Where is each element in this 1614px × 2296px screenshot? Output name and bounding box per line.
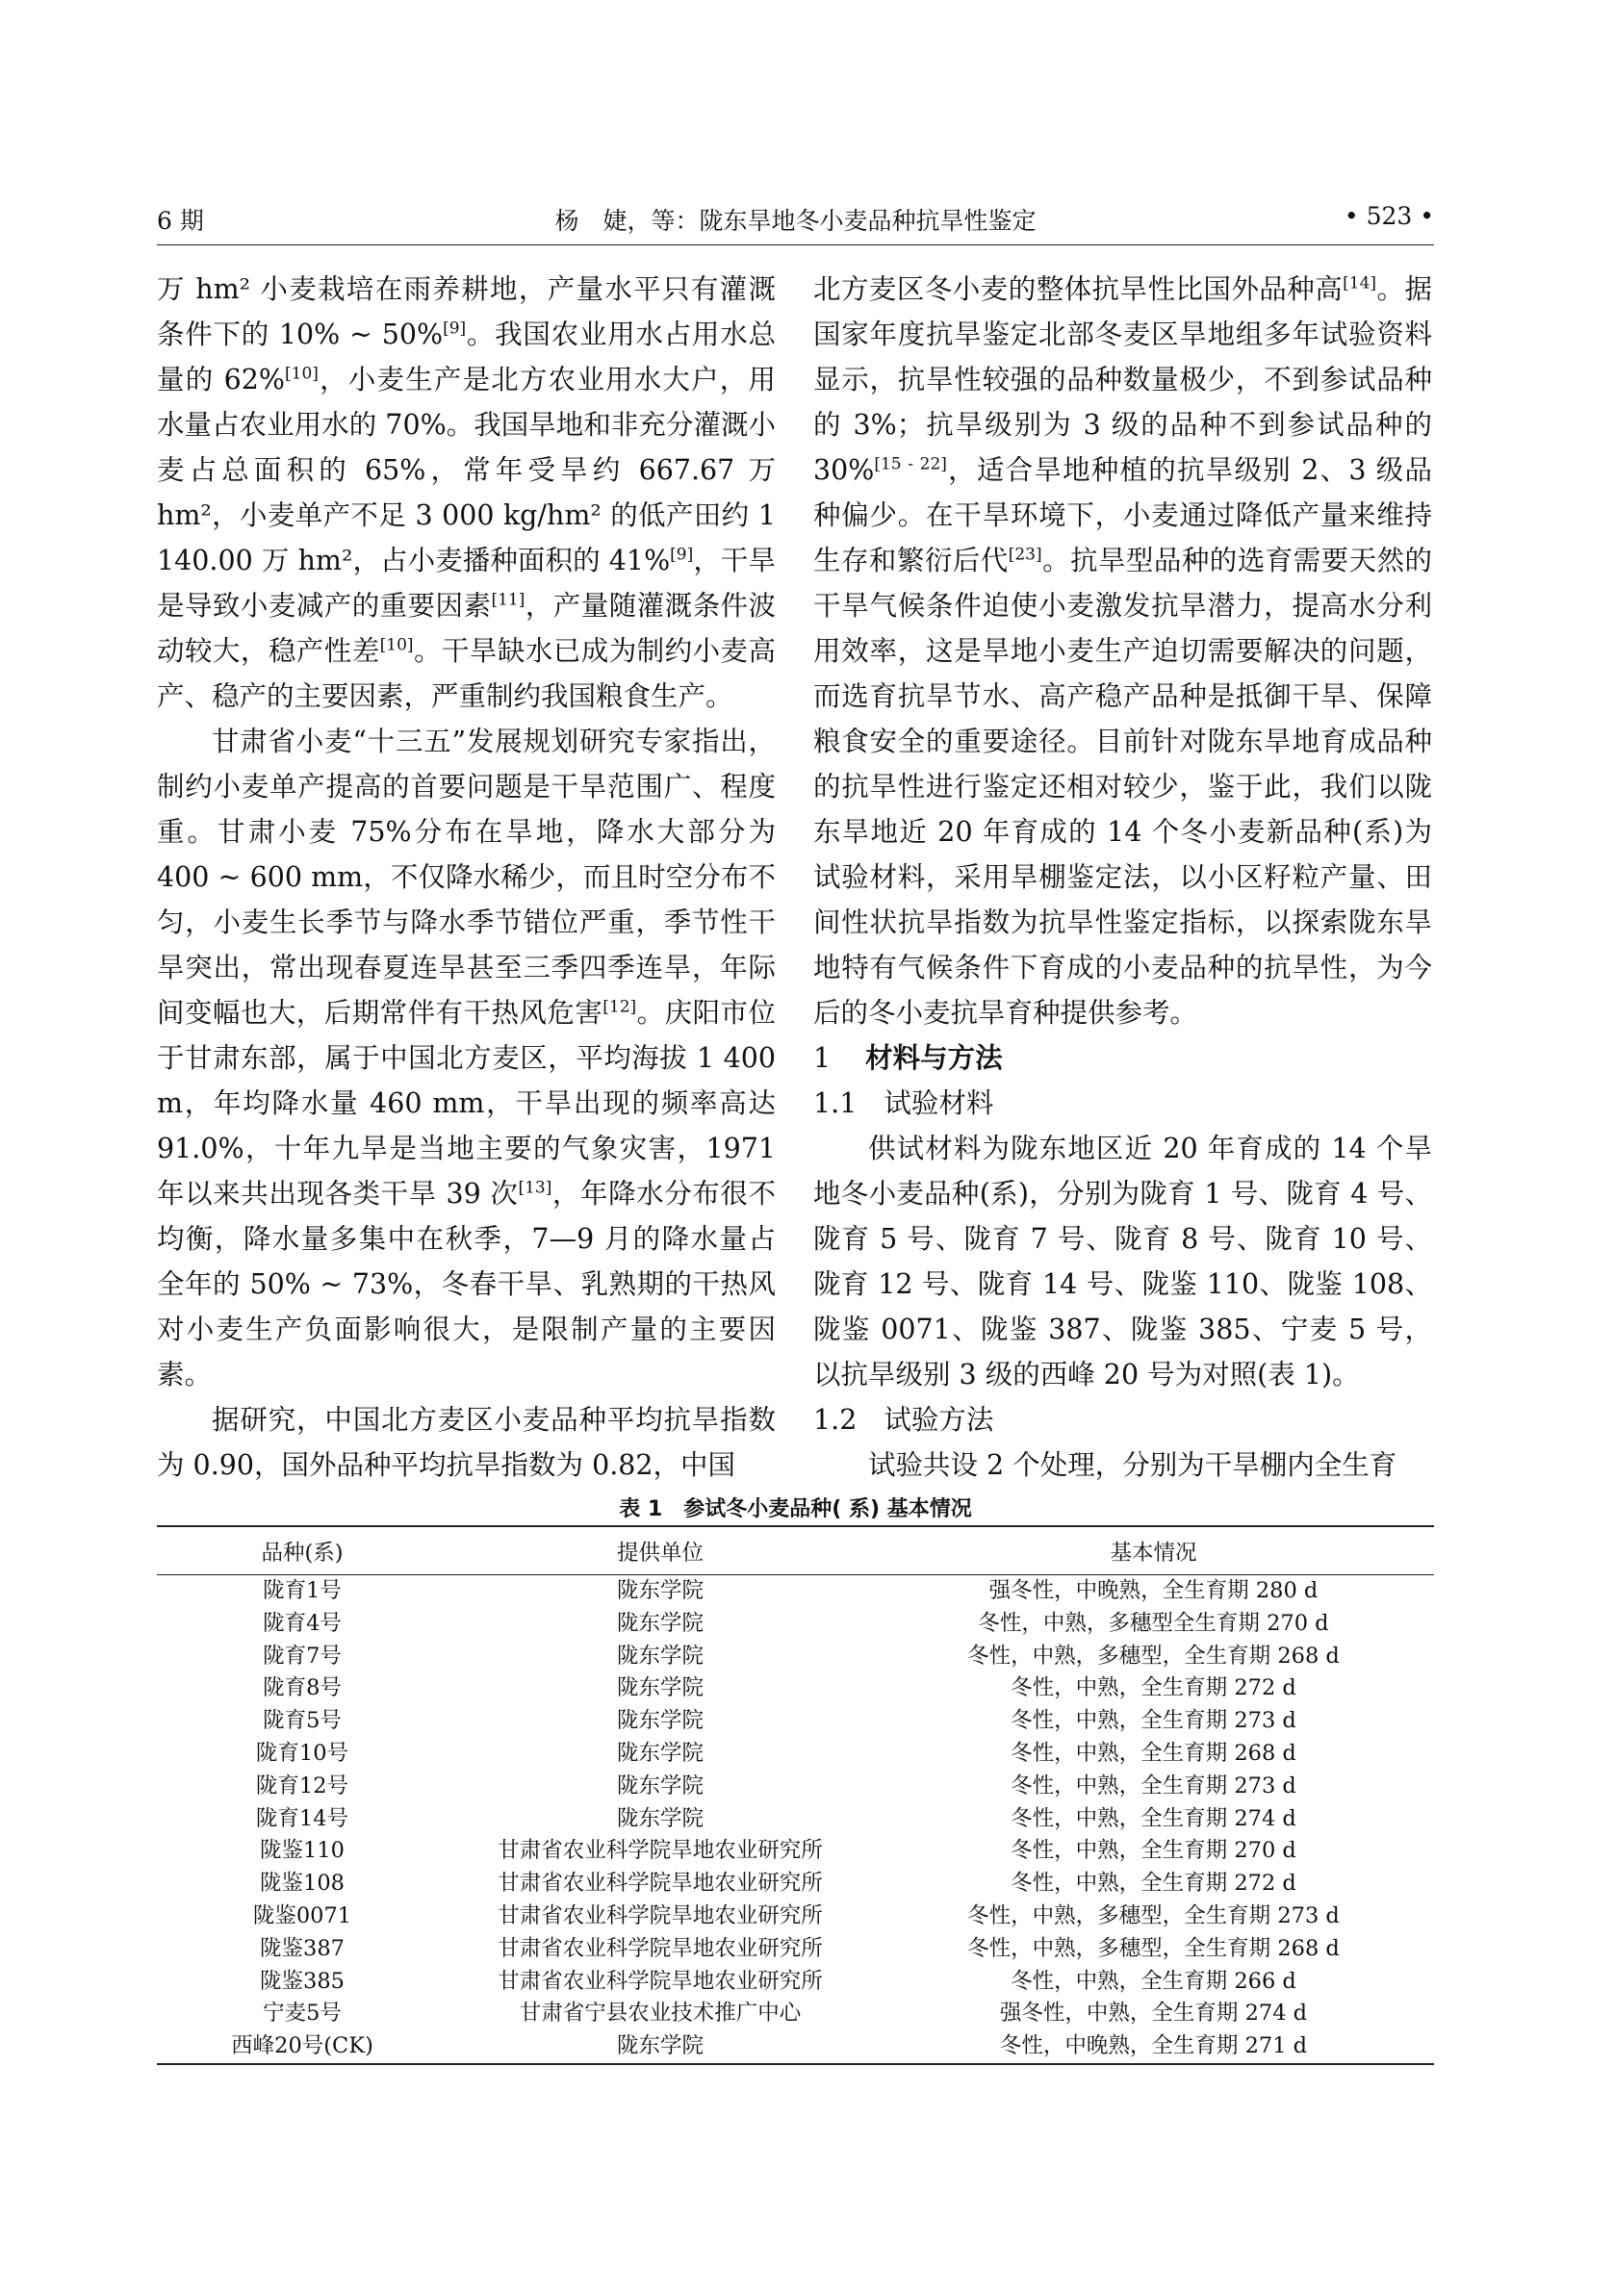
- provider-cell: 陇东学院: [616, 1740, 704, 1766]
- provider-cell: 甘肃省农业科学院旱地农业研究所: [498, 1968, 823, 1994]
- running-title: 杨 婕，等：陇东旱地冬小麦品种抗旱性鉴定: [554, 207, 1037, 235]
- table-row: [157, 1608, 1434, 1641]
- table-row: [157, 1575, 1434, 1608]
- variety-cell: 陇育4号: [263, 1610, 342, 1636]
- provider-cell: 甘肃省农业科学院旱地农业研究所: [498, 1935, 823, 1961]
- section-heading: 1 材料与方法: [813, 1041, 1003, 1074]
- paragraph: 供试材料为陇东地区近 20 年育成的 14 个旱地冬小麦品种(系)，分别为陇育 1 号、陇育 4 号、陇育 5 号、陇育 7 号、陇育 8 号、陇育 10 号、陇育 12 号、陇育 14 号、陇鉴 110、陇鉴 108、陇鉴 0071、陇鉴 387、陇鉴 385、宁麦 5 号，以抗旱级别 3 级的西峰 20 号为对照(表 1)。: [813, 1133, 1432, 1390]
- description-cell: 冬性，中熟，全生育期 272 d: [1011, 1675, 1296, 1701]
- paragraph: 万 hm² 小麦栽培在雨养耕地，产量水平只有灌溉条件下的 10% ~ 50%[9]。我国农业用水占用水总量的 62%[10]，小麦生产是北方农业用水大户，用水量占农业用水的 70%。我国旱地和非充分灌溉小麦占总面积的 65%，常年受旱约 667.67 万 hm²，小麦单产不足 3 000 kg/hm² 的低产田约 1 140.00 万 hm²，占小麦播种面积的 41%[9]，干旱是导致小麦减产的重要因素[11]，产量随灌溉条件波动较大，稳产性差[10]。干旱缺水已成为制约小麦高产、稳产的主要因素，严重制约我国粮食生产。: [157, 273, 776, 712]
- table-row: [157, 1868, 1434, 1901]
- subsection-heading: 1.2 试验方法: [813, 1404, 994, 1436]
- table-header-row: [157, 1526, 1434, 1575]
- description-cell: 冬性，中熟，全生育期 272 d: [1011, 1871, 1296, 1897]
- provider-cell: 甘肃省农业科学院旱地农业研究所: [498, 1902, 823, 1928]
- subsection-heading: 1.1 试验材料: [813, 1087, 994, 1119]
- variety-cell: 陇鉴387: [260, 1935, 345, 1961]
- description-cell: 冬性，中熟，多穗型，全生育期 273 d: [967, 1902, 1340, 1928]
- variety-cell: 陇育14号: [255, 1805, 349, 1831]
- description-cell: 冬性，中熟，多穗型，全生育期 268 d: [967, 1935, 1340, 1961]
- table-row: [157, 1803, 1434, 1836]
- description-cell: 冬性，中熟，多穗型，全生育期 268 d: [967, 1643, 1340, 1669]
- description-cell: 冬性，中熟，多穗型全生育期 270 d: [978, 1610, 1329, 1636]
- paragraph: 甘肃省小麦“十三五”发展规划研究专家指出，制约小麦单产提高的首要问题是干旱范围广、程度重。甘肃小麦 75%分布在旱地，降水大部分为 400 ~ 600 mm，不仅降水稀少，而且时空分布不匀，小麦生长季节与降水季节错位严重，季节性干旱突出，常出现春夏连旱甚至三季四季连旱，年际间变幅也大，后期常伴有干热风危害[12]。庆阳市位于甘肃东部，属于中国北方麦区，平均海拔 1 400 m，年均降水量 460 mm，干旱出现的频率高达 91.0%，十年九旱是当地主要的气象灾害，1971 年以来共出现各类干旱 39 次[13]，年降水分布很不均衡，降水量多集中在秋季，7—9 月的降水量占全年的 50% ~ 73%，冬春干旱、乳熟期的干热风对小麦生产负面影响很大，是限制产量的主要因素。: [157, 726, 776, 1390]
- provider-cell: 陇东学院: [616, 1708, 704, 1734]
- table-row: [157, 1966, 1434, 1999]
- variety-cell: 陇育7号: [263, 1643, 342, 1669]
- variety-cell: 陇鉴385: [260, 1968, 345, 1994]
- provider-cell: 陇东学院: [616, 1675, 704, 1701]
- table-row: [157, 1998, 1434, 2030]
- paragraph: 北方麦区冬小麦的整体抗旱性比国外品种高[14]。据国家年度抗旱鉴定北部冬麦区旱地组多年试验资料显示，抗旱性较强的品种数量极少，不到参试品种的 3%；抗旱级别为 3 级的品种不到参试品种的 30%[15 - 22]，适合旱地种植的抗旱级别 2、3 级品种偏少。在干旱环境下，小麦通过降低产量来维持生存和繁衍后代[23]。抗旱型品种的选育需要天然的干旱气候条件迫使小麦激发抗旱潜力，提高水分利用效率，这是旱地小麦生产迫切需要解决的问题，而选育抗旱节水、高产稳产品种是抵御干旱、保障粮食安全的重要途径。目前针对陇东旱地育成品种的抗旱性进行鉴定还相对较少，鉴于此，我们以陇东旱地近 20 年育成的 14 个冬小麦新品种(系)为试验材料，采用旱棚鉴定法，以小区籽粒产量、田间性状抗旱指数为抗旱性鉴定指标，以探索陇东旱地特有气候条件下育成的小麦品种的抗旱性，为今后的冬小麦抗旱育种提供参考。: [813, 273, 1432, 1029]
- left-column: [157, 267, 776, 1488]
- table-row: [157, 1705, 1434, 1738]
- description-cell: 冬性，中熟，全生育期 268 d: [1011, 1740, 1296, 1766]
- description-cell: 强冬性，中晚熟，全生育期 280 d: [988, 1578, 1319, 1603]
- variety-cell: 陇育5号: [263, 1708, 342, 1734]
- column-header: 基本情况: [873, 1526, 1434, 1575]
- paragraph: 试验共设 2 个处理，分别为干旱棚内全生育: [868, 1449, 1397, 1481]
- provider-cell: 甘肃省宁县农业技术推广中心: [519, 2001, 802, 2027]
- description-cell: 强冬性，中熟，全生育期 274 d: [999, 2001, 1308, 2027]
- variety-cell: 陇育8号: [263, 1675, 342, 1701]
- variety-cell: 西峰20号(CK): [157, 2030, 448, 2064]
- provider-cell: 陇东学院: [616, 1578, 704, 1603]
- column-header: 提供单位: [448, 1526, 873, 1575]
- description-cell: 冬性，中熟，全生育期 273 d: [1011, 1773, 1296, 1799]
- table-row: [157, 1771, 1434, 1803]
- provider-cell: 陇东学院: [616, 1773, 704, 1799]
- provider-cell: 陇东学院: [616, 1643, 704, 1669]
- provider-cell: 陇东学院: [616, 1610, 704, 1636]
- table-row: [157, 2030, 1434, 2064]
- description-cell: 冬性，中熟，全生育期 274 d: [1011, 1805, 1296, 1831]
- variety-cell: 陇育12号: [255, 1773, 349, 1799]
- header-rule: [157, 244, 1434, 245]
- issue-number: 6 期: [157, 207, 204, 235]
- table-row: [157, 1738, 1434, 1771]
- table-caption: 表 1 参试冬小麦品种( 系) 基本情况: [619, 1497, 972, 1521]
- description-cell: 冬性，中熟，全生育期 266 d: [1011, 1968, 1296, 1994]
- variety-cell: 陇鉴110: [260, 1838, 345, 1864]
- table-row: [157, 1901, 1434, 1933]
- variety-cell: 陇鉴108: [260, 1871, 345, 1897]
- variety-cell: 陇育1号: [263, 1578, 342, 1603]
- varieties-table: [157, 1525, 1434, 2065]
- provider-cell: 陇东学院: [448, 2030, 873, 2064]
- right-column: [813, 267, 1432, 1488]
- page-number: • 523 •: [1344, 202, 1434, 230]
- table-row: [157, 1672, 1434, 1705]
- provider-cell: 甘肃省农业科学院旱地农业研究所: [498, 1871, 823, 1897]
- variety-cell: 陇育10号: [255, 1740, 349, 1766]
- variety-cell: 陇鉴0071: [252, 1902, 352, 1928]
- description-cell: 冬性，中晚熟，全生育期 271 d: [873, 2030, 1434, 2064]
- description-cell: 冬性，中熟，全生育期 273 d: [1011, 1708, 1296, 1734]
- running-header: [157, 202, 1434, 244]
- description-cell: 冬性，中熟，全生育期 270 d: [1011, 1838, 1296, 1864]
- table-row: [157, 1933, 1434, 1966]
- variety-cell: 宁麦5号: [263, 2001, 342, 2027]
- table-row: [157, 1641, 1434, 1673]
- column-header: 品种(系): [157, 1526, 448, 1575]
- provider-cell: 陇东学院: [616, 1805, 704, 1831]
- table-row: [157, 1835, 1434, 1868]
- paragraph: 据研究，中国北方麦区小麦品种平均抗旱指数为 0.90，国外品种平均抗旱指数为 0.82，中国: [157, 1404, 776, 1481]
- provider-cell: 甘肃省农业科学院旱地农业研究所: [498, 1838, 823, 1864]
